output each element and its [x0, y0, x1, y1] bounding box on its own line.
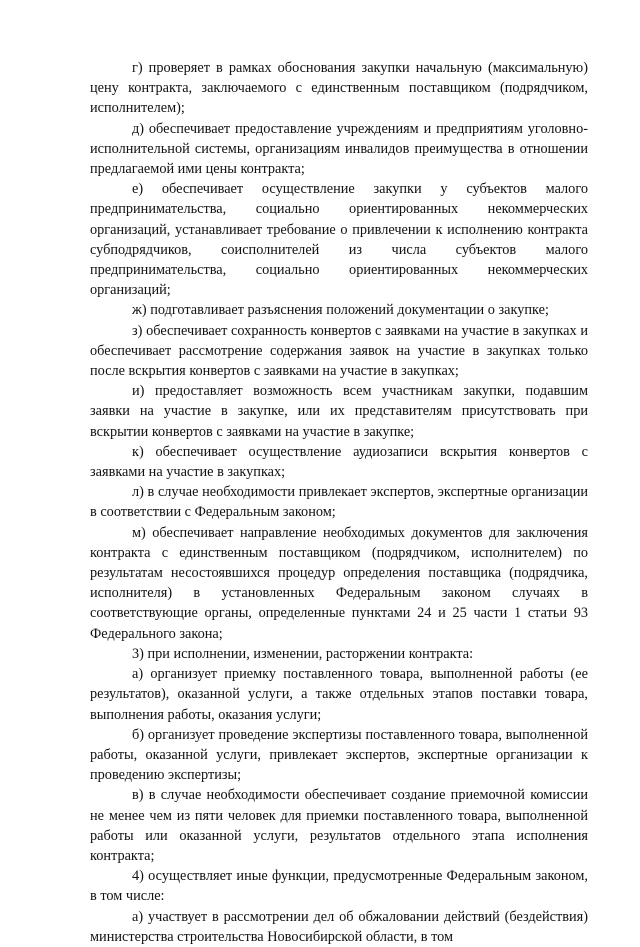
paragraph-a-appeals: а) участвует в рассмотрении дел об обжаловании действий (бездействия) министерства строительства Новосибирской области, в том — [90, 908, 588, 945]
paragraph-b-expertise: б) организует проведение экспертизы поставленного товара, выполненной работы, оказанной услуги, привлекает экспертов, экспертные организации к проведению экспертизы; — [90, 726, 588, 784]
paragraph-g-price-check: г) проверяет в рамках обоснования закупки начальную (максимальную) цену контракта, заключаемого с единственным поставщиком (подрядчиком, исполнителем); — [90, 60, 588, 117]
paragraph-d-preferences: д) обеспечивает предоставление учреждениям и предприятиям уголовно-исполнительной системы, организациям инвалидов преимущества в отношении предлагаемой ими цены контракта; — [90, 120, 588, 178]
paragraph-zh-clarifications: ж) подготавливает разъяснения положений документации о закупке; — [132, 302, 549, 319]
paragraph-3-contract-execution: 3) при исполнении, изменении, расторжении контракта: — [132, 645, 474, 662]
paragraph-i-opening-attendance: и) предоставляет возможность всем участникам закупки, подавшим заявки на участие в закупке, или их представителям присутствовать при вскрытии конвертов с заявками на участие в закупке; — [90, 383, 588, 440]
paragraph-m-documents: м) обеспечивает направление необходимых документов для заключения контракта с единственным поставщиком (подрядчиком, исполнителем) по результатам несостоявшихся процедур определения поставщика (подрядчика, исполнителя) в установленных Федеральным законом случаях в соответствующие органы, определенные пунктами 24 и 25 части 1 статьи 93 Федерального закона; — [90, 524, 588, 642]
paragraph-a-acceptance: а) организует приемку поставленного товара, выполненной работы (ее результатов), оказанной услуги, а также отдельных этапов поставки товара, выполнения работы, оказания услуги; — [90, 666, 588, 723]
paragraph-e-small-business: е) обеспечивает осуществление закупки у субъектов малого предпринимательства, социально ориентированных некоммерческих организаций, устанавливает требование о привлечении к исполнению контракта субподрядчиков, соисполнителей из числа субъектов малого предпринимательства, социально ориентированных некоммерческих организаций; — [90, 181, 588, 299]
paragraph-l-experts: л) в случае необходимости привлекает экспертов, экспертные организации в соответствии с Федеральным законом; — [90, 484, 588, 521]
paragraph-z-envelopes: з) обеспечивает сохранность конвертов с заявками на участие в закупках и обеспечивает рассмотрение содержания заявок на участие в закупках только после вскрытия конвертов с заявками на участие в закупках; — [90, 322, 588, 380]
paragraph-4-other-functions: 4) осуществляет иные функции, предусмотренные Федеральным законом, в том числе: — [90, 868, 588, 905]
document-body — [90, 58, 588, 947]
paragraph-v-commission: в) в случае необходимости обеспечивает создание приемочной комиссии не менее чем из пяти человек для приемки поставленного товара, выполненной работы или оказанной услуги, результатов отдельного этапа исполнения контракта; — [90, 787, 588, 864]
paragraph-k-audio-recording: к) обеспечивает осуществление аудиозаписи вскрытия конвертов с заявками на участие в закупках; — [90, 443, 588, 481]
